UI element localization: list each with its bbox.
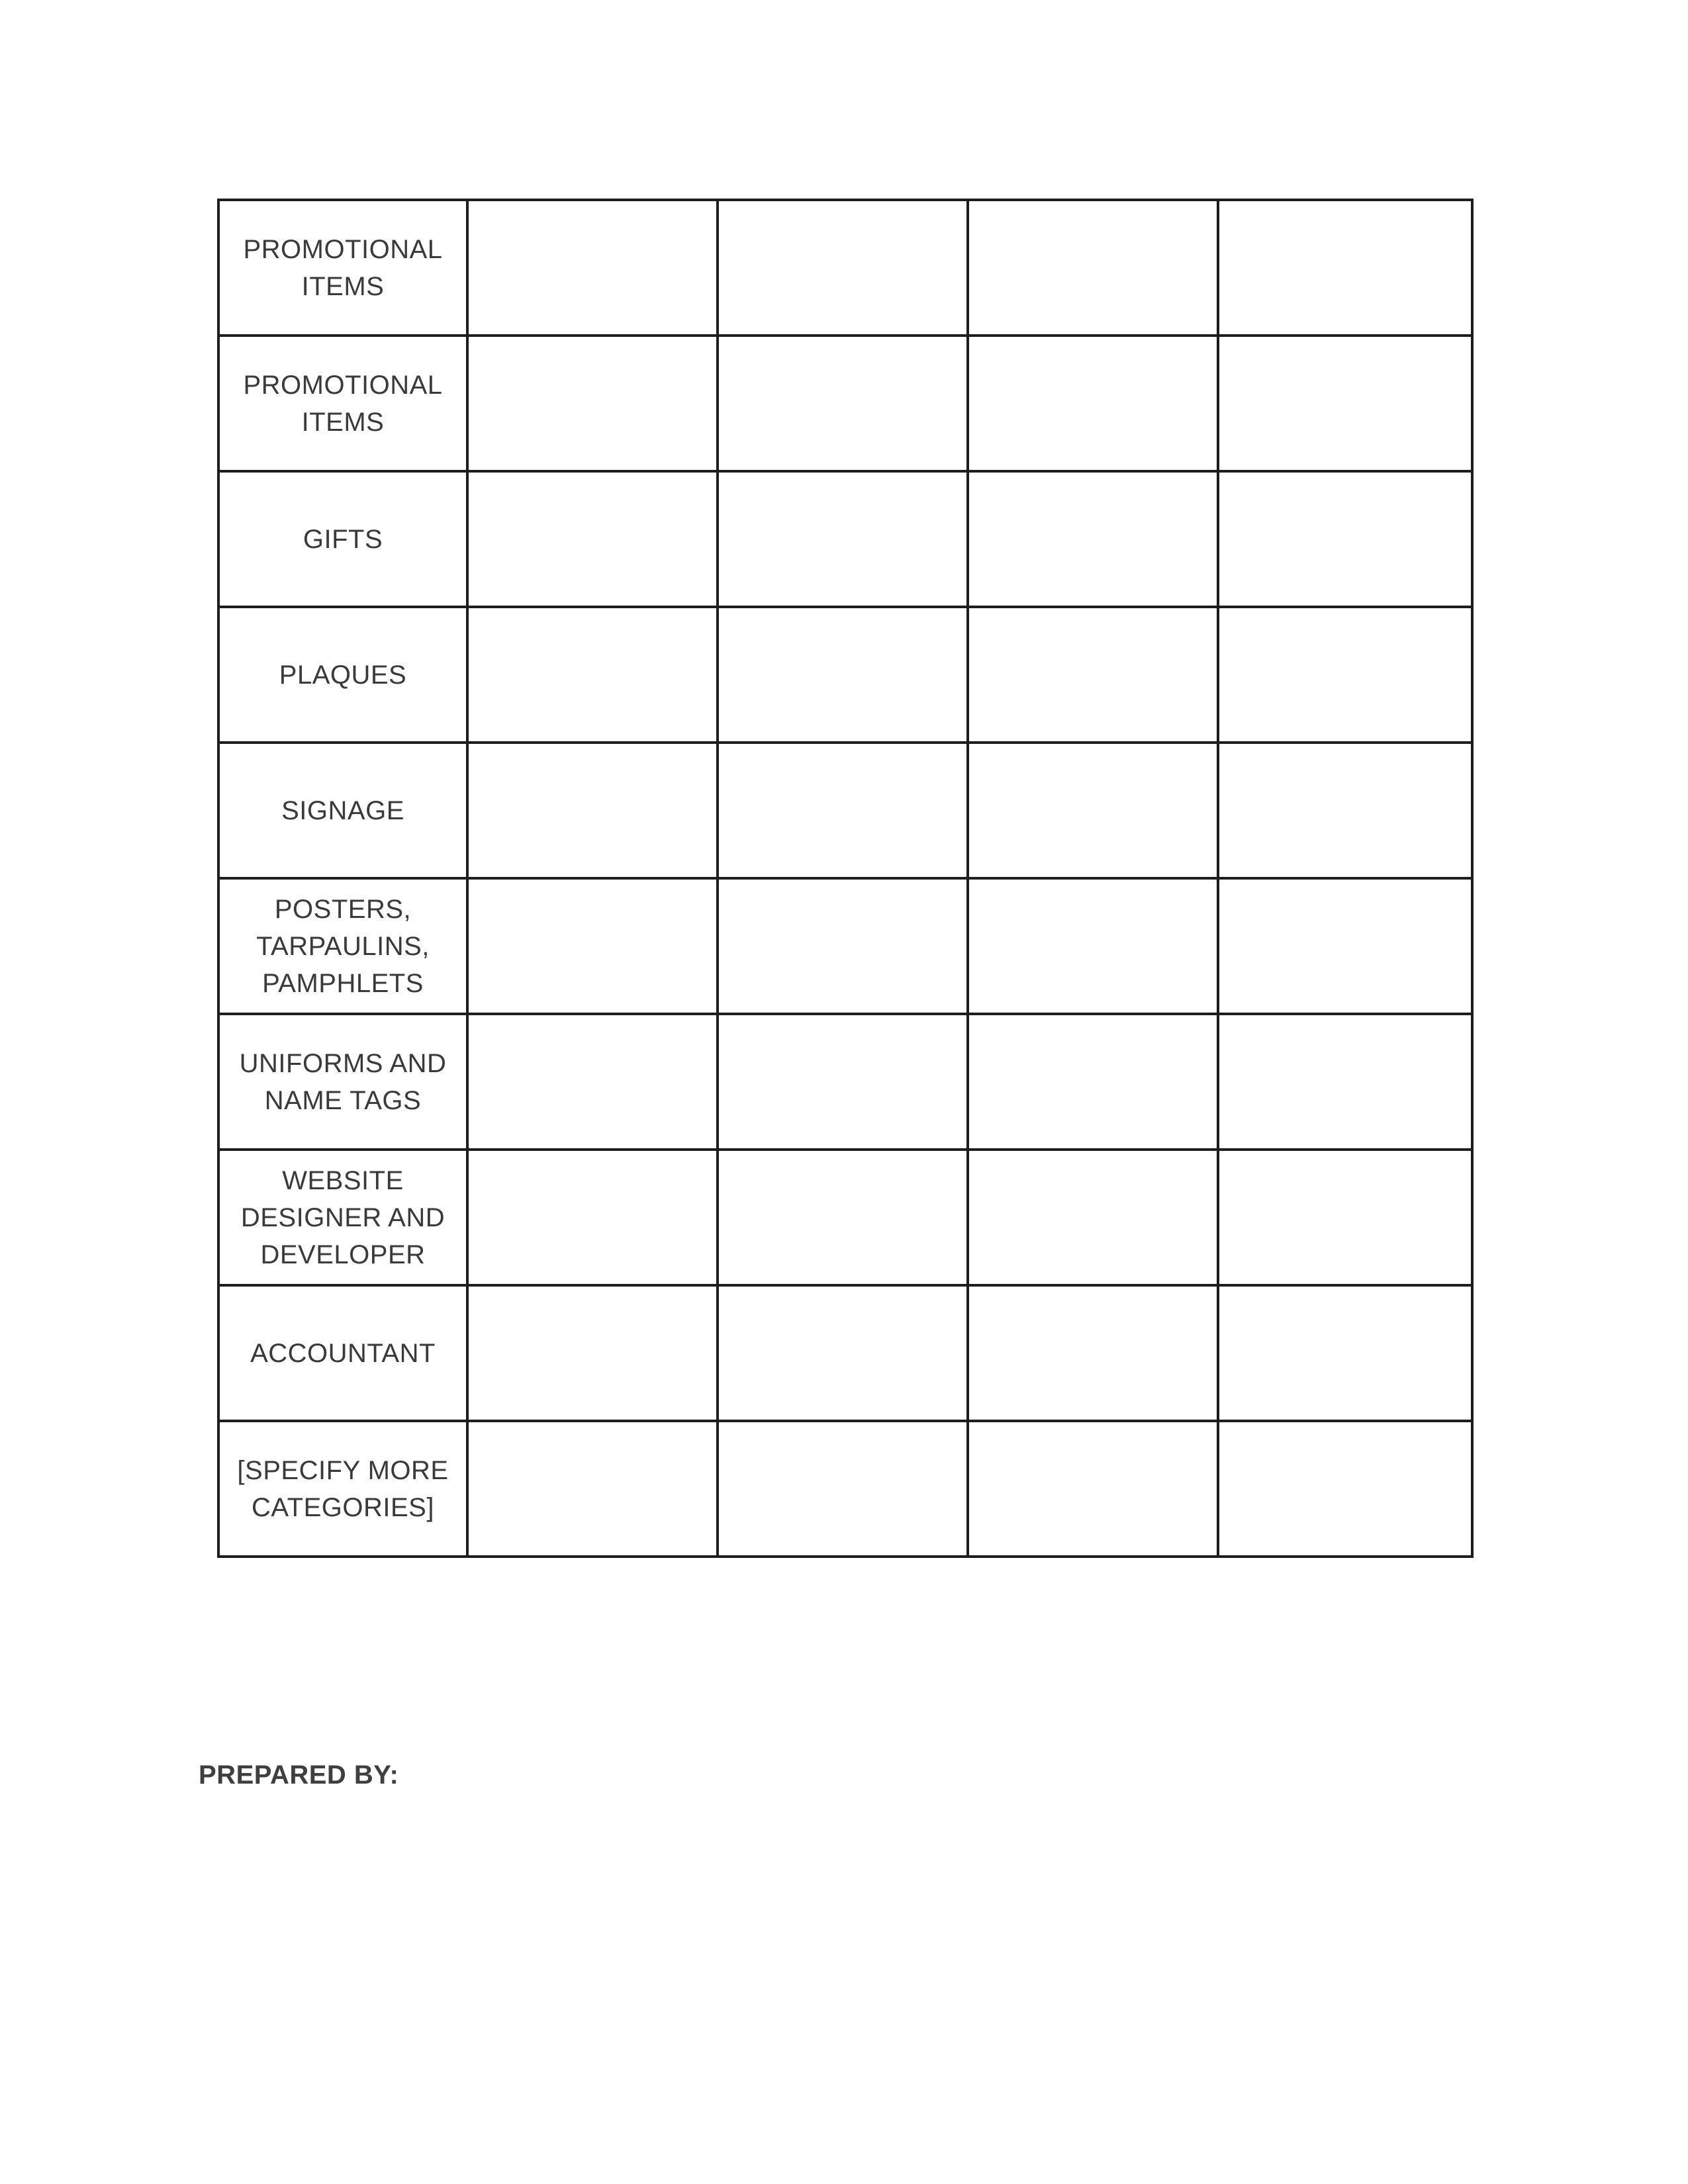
table-cell[interactable]	[718, 336, 968, 471]
table-cell[interactable]	[467, 743, 718, 878]
table-row	[218, 1285, 1472, 1421]
category-cell	[218, 878, 467, 1014]
category-cell	[218, 743, 467, 878]
table-cell[interactable]	[1218, 1285, 1472, 1421]
table-cell[interactable]	[718, 1285, 968, 1421]
table-cell[interactable]	[1218, 200, 1472, 336]
table-cell[interactable]	[718, 200, 968, 336]
category-label: [SPECIFY MORE CATEGORIES]	[237, 1455, 449, 1522]
table-cell[interactable]	[968, 743, 1218, 878]
table-row	[218, 878, 1472, 1014]
table-cell[interactable]	[718, 1150, 968, 1285]
table-cell[interactable]	[1218, 471, 1472, 607]
table-cell[interactable]	[718, 471, 968, 607]
table-row	[218, 1014, 1472, 1150]
category-cell	[218, 607, 467, 743]
table-cell[interactable]	[718, 878, 968, 1014]
table-cell[interactable]	[968, 336, 1218, 471]
table-cell[interactable]	[1218, 1150, 1472, 1285]
category-label: PROMOTIONAL ITEMS	[243, 370, 443, 437]
table-cell[interactable]	[1218, 607, 1472, 743]
category-cell	[218, 471, 467, 607]
category-cell	[218, 336, 467, 471]
table-cell[interactable]	[467, 471, 718, 607]
category-label: GIFTS	[303, 524, 383, 554]
category-label: UNIFORMS AND NAME TAGS	[239, 1048, 447, 1115]
table-cell[interactable]	[968, 878, 1218, 1014]
table-row	[218, 607, 1472, 743]
table-row	[218, 200, 1472, 336]
table-cell[interactable]	[968, 471, 1218, 607]
category-label: SIGNAGE	[281, 796, 404, 825]
table-cell[interactable]	[467, 1150, 718, 1285]
category-cell	[218, 1014, 467, 1150]
table-cell[interactable]	[1218, 1421, 1472, 1557]
table-row	[218, 1150, 1472, 1285]
table-cell[interactable]	[968, 1421, 1218, 1557]
category-label: PROMOTIONAL ITEMS	[243, 234, 443, 301]
category-cell	[218, 1285, 467, 1421]
table-row	[218, 1421, 1472, 1557]
table-cell[interactable]	[1218, 336, 1472, 471]
category-label: ACCOUNTANT	[250, 1338, 436, 1368]
table-cell[interactable]	[968, 607, 1218, 743]
table-cell[interactable]	[467, 1285, 718, 1421]
table-cell[interactable]	[718, 1421, 968, 1557]
table-cell[interactable]	[467, 200, 718, 336]
table-cell[interactable]	[718, 1014, 968, 1150]
category-cell	[218, 1421, 467, 1557]
table-cell[interactable]	[718, 607, 968, 743]
table-row	[218, 336, 1472, 471]
table-cell[interactable]	[1218, 878, 1472, 1014]
table-cell[interactable]	[467, 1421, 718, 1557]
table-row	[218, 471, 1472, 607]
table-cell[interactable]	[718, 743, 968, 878]
table-cell[interactable]	[1218, 743, 1472, 878]
vendor-table	[217, 199, 1474, 1558]
table-cell[interactable]	[467, 878, 718, 1014]
table-cell[interactable]	[1218, 1014, 1472, 1150]
table-cell[interactable]	[467, 336, 718, 471]
table-row	[218, 743, 1472, 878]
category-cell	[218, 1150, 467, 1285]
table-cell[interactable]	[467, 1014, 718, 1150]
table-cell[interactable]	[968, 200, 1218, 336]
prepared-by-label: PREPARED BY:	[199, 1760, 399, 1790]
category-label: PLAQUES	[279, 660, 407, 690]
category-label: POSTERS, TARPAULINS, PAMPHLETS	[256, 894, 430, 998]
table-cell[interactable]	[467, 607, 718, 743]
table-cell[interactable]	[968, 1150, 1218, 1285]
table-cell[interactable]	[968, 1014, 1218, 1150]
category-cell	[218, 200, 467, 336]
category-label: WEBSITE DESIGNER AND DEVELOPER	[240, 1165, 445, 1269]
table-cell[interactable]	[968, 1285, 1218, 1421]
